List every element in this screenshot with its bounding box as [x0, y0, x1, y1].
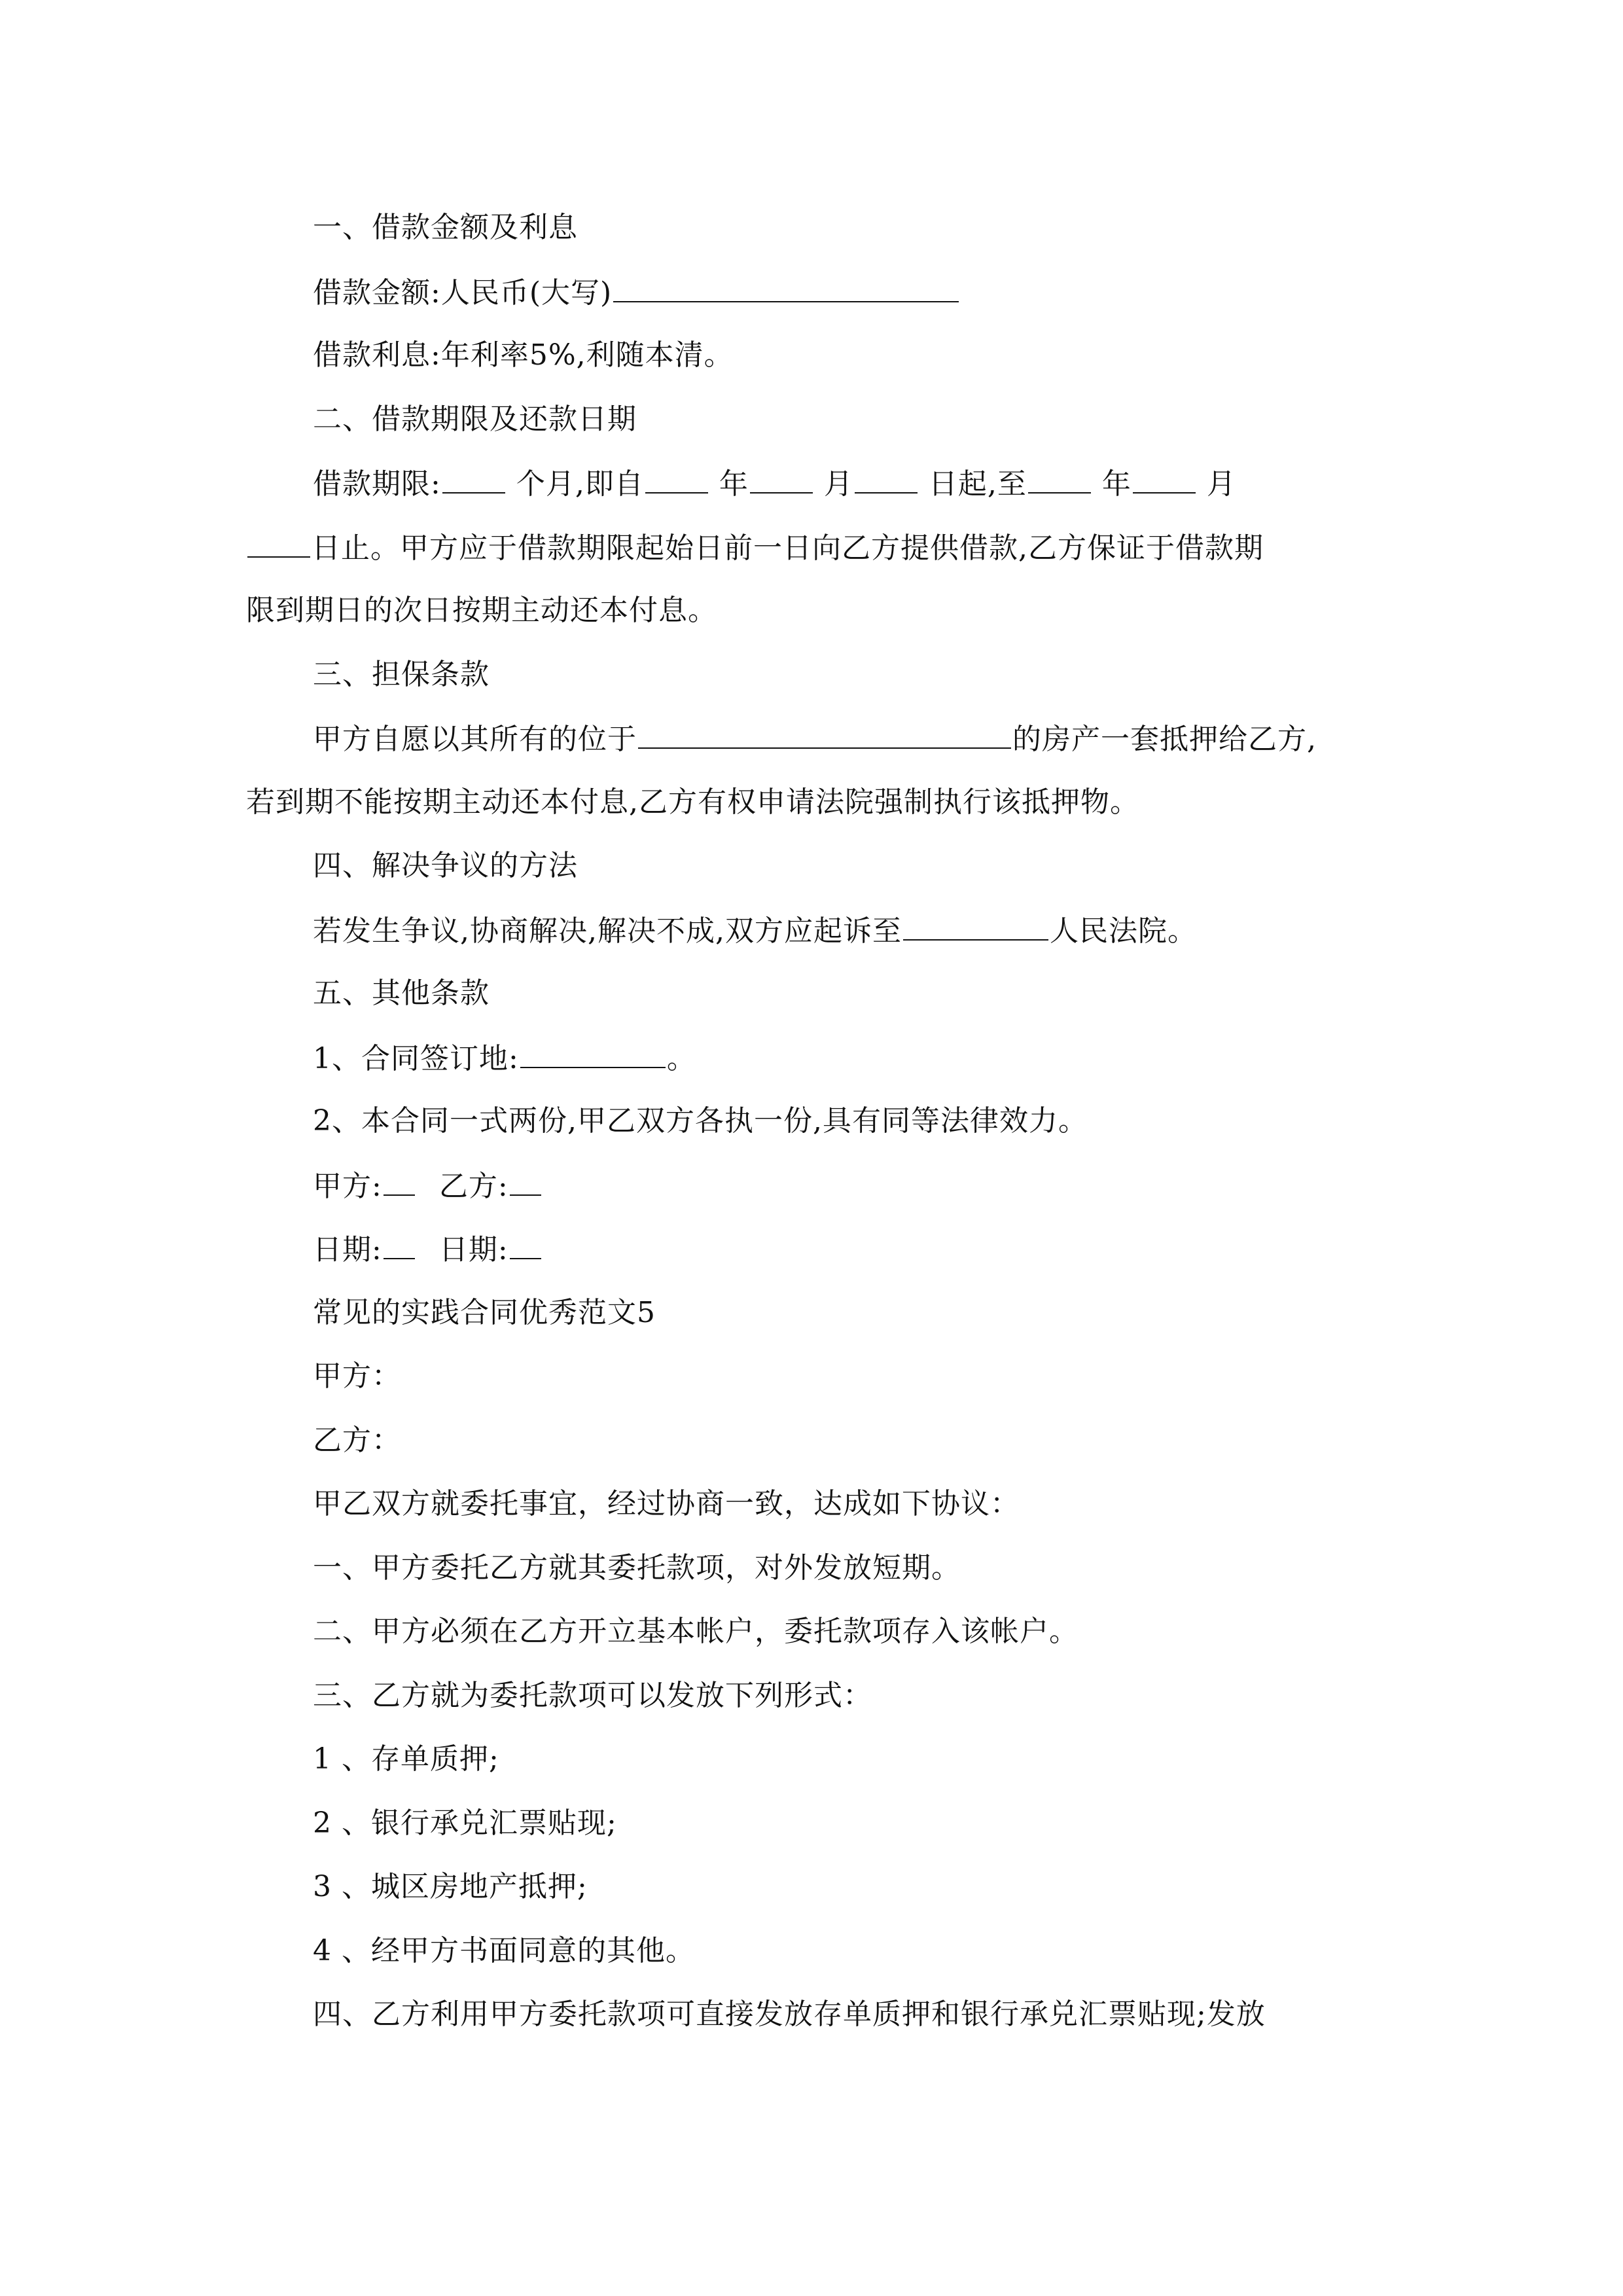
- guarantee-text: 的房产一套抵押给乙方,: [1012, 723, 1317, 756]
- signing-place-label: 1、合同签订地:: [313, 1042, 519, 1075]
- clause-3-item-2: 2 、银行承兑汇票贴现;: [313, 1806, 617, 1840]
- clause-3-item-1: 1 、存单质押;: [313, 1742, 499, 1776]
- dispute-line: [313, 910, 1197, 951]
- section-heading-3: 三、担保条款: [313, 658, 490, 691]
- term-from-label: 个月,即自: [516, 467, 644, 501]
- section-heading-2: 二、借款期限及还款日期: [313, 403, 637, 436]
- guarantee-line: [313, 719, 1317, 759]
- signing-place-line: [313, 1038, 696, 1079]
- guarantee-label: 甲方自愿以其所有的位于: [313, 723, 637, 756]
- start-year-blank[interactable]: [645, 463, 708, 493]
- date-b-label: 日期:: [438, 1233, 508, 1266]
- clause-3-item-3: 3 、城区房地产抵押;: [313, 1870, 588, 1903]
- guarantee-line-2: 若到期不能按期主动还本付息,乙方有权申请法院强制执行该抵押物。: [246, 785, 1139, 819]
- signing-place-blank[interactable]: [520, 1038, 666, 1068]
- dispute-label: 若发生争议,协商解决,解决不成,双方应起诉至: [313, 914, 902, 948]
- party-a-blank[interactable]: [383, 1166, 415, 1196]
- signing-place-end: 。: [666, 1042, 696, 1075]
- date-a-blank[interactable]: [383, 1229, 415, 1259]
- loan-amount-blank[interactable]: [613, 272, 959, 302]
- section-heading-5: 五、其他条款: [313, 977, 490, 1010]
- clause-4: 四、乙方利用甲方委托款项可直接发放存单质押和银行承兑汇票贴现;发放: [313, 1998, 1266, 2031]
- start-day-label: 日起,至: [928, 467, 1027, 501]
- agreement-intro: 甲乙双方就委托事宜，经过协商一致，达成如下协议：: [313, 1487, 1020, 1520]
- parties-sign-line: [313, 1166, 543, 1206]
- date-a-label: 日期:: [313, 1233, 382, 1266]
- court-text: 人民法院。: [1049, 914, 1197, 948]
- section-heading-4: 四、解决争议的方法: [313, 849, 578, 882]
- section-heading-1: 一、借款金额及利息: [313, 211, 578, 244]
- party-b-line: 乙方：: [313, 1424, 401, 1457]
- loan-amount-label: 借款金额:人民币(大写): [313, 276, 613, 310]
- court-blank[interactable]: [903, 910, 1048, 941]
- loan-term-line-3: 限到期日的次日按期主动还本付息。: [246, 594, 717, 627]
- loan-term-line-2: [246, 528, 1264, 568]
- term-months-blank[interactable]: [442, 463, 505, 493]
- end-year-blank[interactable]: [1028, 463, 1091, 493]
- clause-3: 三、乙方就为委托款项可以发放下列形式：: [313, 1679, 872, 1712]
- clause-3-item-4: 4 、经甲方书面同意的其他。: [313, 1934, 695, 1967]
- end-day-blank[interactable]: [247, 528, 310, 558]
- clause-1: 一、甲方委托乙方就其委托款项，对外发放短期。: [313, 1551, 961, 1585]
- dates-sign-line: [313, 1229, 543, 1270]
- term-label: 借款期限:: [313, 467, 441, 501]
- clause-2: 二、甲方必须在乙方开立基本帐户，委托款项存入该帐户。: [313, 1615, 1079, 1648]
- copies-line: 2、本合同一式两份,甲乙双方各执一份,具有同等法律效力。: [313, 1104, 1088, 1138]
- loan-term-text: 日止。甲方应于借款期限起始日前一日向乙方提供借款,乙方保证于借款期: [312, 531, 1264, 565]
- loan-amount-line: [313, 272, 960, 313]
- date-b-blank[interactable]: [510, 1229, 541, 1259]
- party-a-line: 甲方：: [313, 1359, 401, 1393]
- loan-term-line: [313, 463, 1236, 504]
- end-month-blank[interactable]: [1133, 463, 1196, 493]
- sample-title: 常见的实践合同优秀范文5: [313, 1296, 656, 1329]
- end-year-label: 年: [1101, 467, 1132, 501]
- party-b-blank[interactable]: [510, 1166, 541, 1196]
- party-b-label: 乙方:: [438, 1170, 508, 1203]
- start-day-blank[interactable]: [855, 463, 918, 493]
- property-location-blank[interactable]: [638, 719, 1011, 749]
- loan-interest-line: 借款利息:年利率5%,利随本清。: [313, 338, 734, 372]
- start-month-label: 月: [823, 467, 853, 501]
- start-year-label: 年: [719, 467, 749, 501]
- party-a-label: 甲方:: [313, 1170, 382, 1203]
- start-month-blank[interactable]: [750, 463, 813, 493]
- end-month-label: 月: [1206, 467, 1236, 501]
